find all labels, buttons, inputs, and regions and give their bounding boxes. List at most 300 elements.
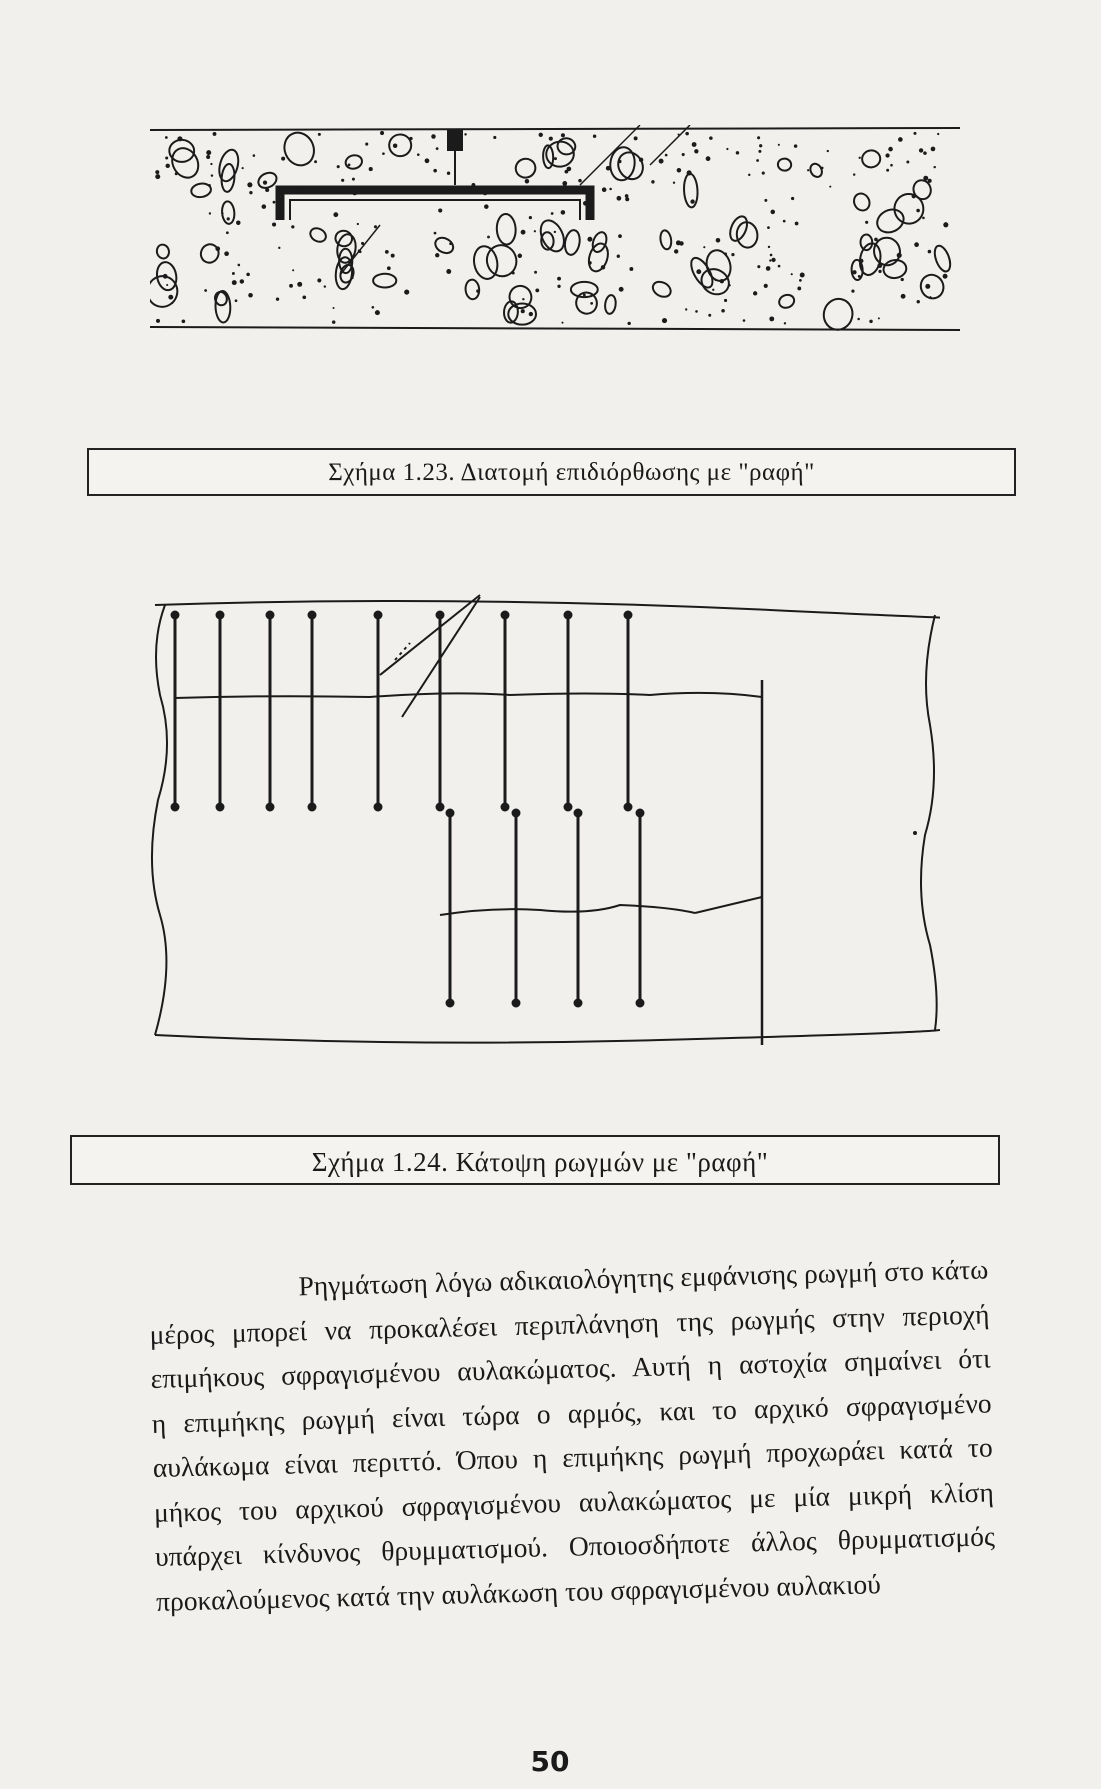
stitch-end (513, 1000, 519, 1006)
aggregate-grain (436, 147, 439, 150)
aggregate-grain (606, 249, 608, 251)
aggregate-grain (912, 194, 916, 198)
aggregate-grain (369, 167, 373, 171)
text-line: μήκος του αρχικού σφραγισμένου αυλακώματος με μία μικρή κλίση (153, 1475, 995, 1528)
aggregate-grain (247, 182, 252, 187)
figure-caption: Σχήμα 1.23. Διατομή επιδιόρθωσης με "ραφή" (328, 459, 815, 486)
aggregate-grain (213, 132, 217, 136)
aggregate-grain (333, 307, 335, 309)
aggregate-grain (518, 254, 522, 258)
aggregate-grain (534, 271, 537, 274)
aggregate-grain (753, 291, 757, 295)
aggregate-grain (676, 240, 681, 245)
aggregate-grain (888, 147, 893, 152)
aggregate-grain (743, 319, 746, 322)
aggregate-grain (756, 159, 759, 162)
aggregate-grain (583, 201, 588, 206)
aggregate-grain (794, 144, 797, 147)
aggregate-grain (885, 153, 889, 157)
aggregate-grain (204, 289, 207, 292)
aggregate-grain (757, 136, 760, 139)
aggregate-grain (771, 258, 775, 262)
aggregate-grain (587, 237, 592, 242)
stitch-end (447, 810, 453, 816)
aggregate-grain (767, 226, 770, 229)
aggregate-grain (165, 136, 168, 139)
aggregate-grain (521, 230, 526, 235)
aggregate-grain (333, 212, 338, 217)
aggregate-grain (869, 320, 872, 323)
aggregate-stone (496, 214, 516, 245)
text-line: Ρηγμάτωση λόγω αδικαιολόγητης εμφάνισης ρωγμή στο κάτω (298, 1253, 989, 1302)
aggregate-stone (932, 244, 953, 274)
aggregate-grain (431, 134, 435, 138)
aggregate-grain (549, 137, 553, 141)
aggregate-grain (554, 157, 557, 160)
aggregate-grain (618, 234, 622, 238)
aggregate-grain (438, 208, 442, 212)
stitch-end (575, 1000, 581, 1006)
aggregate-grain (901, 294, 906, 299)
aggregate-grain (380, 131, 384, 135)
stitch-end (267, 804, 273, 810)
aggregate-grain (625, 194, 629, 198)
aggregate-grain (352, 178, 355, 181)
aggregate-grain (859, 157, 861, 159)
stitch-end (447, 1000, 453, 1006)
aggregate-grain (724, 299, 727, 302)
aggregate-grain (659, 159, 664, 164)
aggregate-grain (272, 222, 276, 226)
stitch-end (375, 612, 381, 618)
aggregate-grain (175, 172, 178, 175)
aggregate-stone (388, 133, 412, 157)
stitch-end (437, 612, 443, 618)
aggregate-grain (227, 217, 230, 220)
aggregate-grain (829, 186, 831, 188)
aggregate-grain (677, 168, 682, 173)
text-line: αυλάκωμα είναι περιττό. Όπου η επιμήκης ρωγμή προχωράει κατά το (152, 1431, 994, 1483)
aggregate-stone (279, 128, 319, 170)
aggregate-stone (334, 229, 354, 248)
aggregate-grain (291, 225, 294, 228)
aggregate-stone (808, 162, 824, 179)
aggregate-grain (387, 266, 391, 270)
aggregate-grain (417, 153, 420, 156)
aggregate-grain (593, 134, 596, 137)
aggregate-grain (522, 298, 524, 300)
aggregate-grain (372, 306, 375, 309)
stitch-end (172, 612, 178, 618)
aggregate-stone (604, 294, 617, 314)
aggregate-grain (382, 152, 385, 155)
aggregate-grain (249, 191, 252, 194)
aggregate-grain (215, 246, 220, 251)
aggregate-grain (224, 251, 229, 256)
aggregate-grain (901, 278, 904, 281)
aggregate-grain (694, 149, 698, 153)
aggregate-grain (226, 231, 229, 234)
aggregate-grain (851, 289, 854, 292)
aggregate-grain (769, 316, 774, 321)
aggregate-stone (514, 157, 538, 180)
aggregate-grain (625, 197, 629, 201)
aggregate-grain (784, 322, 786, 324)
aggregate-grain (758, 150, 761, 153)
stitch-end (637, 1000, 643, 1006)
aggregate-grain (917, 300, 920, 303)
aggregate-stone (777, 293, 796, 310)
aggregate-grain (483, 191, 488, 196)
aggregate-stone (586, 241, 611, 273)
aggregate-grain (208, 184, 211, 187)
aggregate-grain (529, 187, 534, 192)
aggregate-grain (685, 132, 689, 136)
stitch-end (565, 612, 571, 618)
aggregate-stone (556, 137, 576, 156)
aggregate-grain (720, 279, 724, 283)
aggregate-grain (493, 136, 496, 139)
aggregate-grain (799, 279, 802, 282)
aggregate-grain (930, 296, 932, 298)
text-line: υπάρχει κίνδυνος θρυμματισμού. Οποιοσδήποτε άλλος θρυμματισμός (154, 1520, 996, 1572)
aggregate-grain (276, 297, 279, 300)
aggregate-grain (583, 294, 586, 297)
aggregate-grain (770, 210, 775, 215)
aggregate-grain (724, 253, 727, 256)
aggregate-grain (273, 201, 276, 204)
aggregate-stone (861, 149, 881, 168)
aggregate-grain (232, 272, 235, 275)
aggregate-grain (797, 287, 801, 291)
aggregate-grain (336, 189, 339, 192)
text-line: η επιμήκης ρωγμή είναι τώρα ο αρμός, και το αρχικό σφραγισμένο (151, 1386, 992, 1439)
aggregate-grain (433, 169, 437, 173)
stitch-end (625, 804, 631, 810)
aggregate-grain (769, 259, 771, 261)
aggregate-grain (627, 322, 630, 325)
aggregate-grain (716, 238, 721, 243)
aggregate-stone (308, 226, 328, 245)
aggregate-grain (937, 133, 939, 135)
aggregate-grain (931, 147, 936, 152)
aggregate-grain (246, 273, 250, 277)
aggregate-grain (778, 265, 781, 268)
aggregate-grain (933, 166, 935, 168)
aggregate-stone (167, 144, 203, 183)
aggregate-grain (764, 199, 767, 202)
aggregate-grain (778, 144, 780, 146)
aggregate-grain (464, 133, 466, 135)
aggregate-grain (696, 269, 701, 274)
aggregate-grain (163, 274, 168, 279)
aggregate-stone (777, 158, 792, 172)
aggregate-grain (557, 277, 561, 281)
aggregate-grain (588, 261, 592, 265)
aggregate-grain (521, 309, 525, 313)
aggregate-grain (446, 269, 451, 274)
aggregate-stone (216, 148, 241, 184)
aggregate-grain (764, 284, 768, 288)
figure-caption-box (70, 1135, 1000, 1185)
aggregate-grain (484, 204, 489, 209)
aggregate-grain (925, 284, 930, 289)
aggregate-grain (317, 278, 321, 282)
aggregate-stone (650, 279, 673, 300)
stitch-end (513, 810, 519, 816)
aggregate-grain (324, 285, 326, 287)
stitch-end (172, 804, 178, 810)
aggregate-grain (853, 173, 855, 175)
aggregate-grain (166, 284, 168, 286)
aggregate-grain (712, 289, 714, 291)
aggregate-grain (898, 137, 903, 142)
aggregate-grain (281, 157, 285, 161)
aggregate-grain (449, 242, 452, 245)
aggregate-stone (659, 230, 672, 251)
aggregate-grain (235, 299, 238, 302)
aggregate-grain (673, 182, 675, 184)
aggregate-stone (590, 230, 609, 254)
aggregate-grain (791, 197, 794, 200)
aggregate-grain (708, 314, 711, 317)
aggregate-grain (943, 222, 948, 227)
aggregate-grain (590, 302, 593, 305)
aggregate-grain (551, 212, 554, 215)
aggregate-grain (529, 216, 532, 219)
aggregate-grain (561, 322, 563, 324)
aggregate-grain (795, 222, 799, 226)
stitch-end (309, 804, 315, 810)
aggregate-grain (858, 275, 861, 278)
aggregate-grain (852, 270, 856, 274)
aggregate-grain (348, 164, 351, 167)
stitch-end (502, 804, 508, 810)
aggregate-grain (375, 310, 380, 315)
aggregate-grain (878, 270, 881, 273)
aggregate-grain (238, 264, 241, 267)
aggregate-grain (617, 255, 620, 258)
aggregate-grain (561, 133, 565, 137)
aggregate-grain (886, 169, 889, 172)
aggregate-grain (726, 148, 728, 150)
aggregate-grain (539, 133, 543, 137)
aggregate-grain (757, 265, 760, 268)
aggregate-grain (857, 318, 860, 321)
aggregate-stone (373, 274, 396, 288)
aggregate-grain (651, 180, 654, 183)
aggregate-grain (278, 247, 280, 249)
aggregate-grain (232, 280, 237, 285)
aggregate-grain (177, 136, 182, 141)
stitch-end (575, 810, 581, 816)
aggregate-grain (253, 154, 256, 157)
aggregate-grain (529, 312, 533, 316)
aggregate-grain (768, 246, 770, 248)
aggregate-grain (618, 160, 622, 164)
aggregate-grain (662, 318, 667, 323)
aggregate-grain (665, 154, 668, 157)
aggregate-grain (391, 254, 395, 258)
aggregate-grain (557, 285, 560, 288)
aggregate-grain (165, 156, 168, 159)
stitch-end (437, 804, 443, 810)
aggregate-grain (821, 167, 824, 170)
aggregate-grain (562, 181, 567, 186)
aggregate-stone (820, 296, 856, 333)
aggregate-grain (709, 136, 713, 140)
aggregate-grain (265, 188, 269, 192)
aggregate-grain (865, 221, 868, 224)
aggregate-grain (685, 308, 687, 310)
figure-caption: Σχήμα 1.24. Κάτοψη ρωγμών με "ραφή" (311, 1147, 769, 1177)
aggregate-grain (165, 164, 169, 168)
aggregate-grain (943, 274, 948, 279)
aggregate-stone (344, 153, 363, 170)
aggregate-grain (351, 277, 353, 279)
aggregate-grain (357, 223, 359, 225)
aggregate-grain (561, 210, 566, 215)
aggregate-stone (860, 234, 872, 250)
aggregate-grain (906, 160, 909, 163)
aggregate-grain (914, 242, 919, 247)
aggregate-stone (851, 191, 872, 213)
aggregate-stone (156, 243, 171, 259)
text-line: μέρος μπορεί να προκαλέσει περιπλάνηση της ρωγμής στην περιοχή (149, 1297, 990, 1350)
aggregate-grain (706, 156, 711, 161)
aggregate-grain (578, 179, 582, 183)
cross-section-figure (150, 125, 960, 390)
aggregate-grain (447, 172, 450, 175)
aggregate-stone (215, 291, 231, 323)
aggregate-stone (563, 229, 581, 256)
aggregate-grain (859, 259, 863, 263)
aggregate-grain (928, 179, 932, 183)
aggregate-grain (913, 132, 916, 135)
aggregate-grain (687, 170, 692, 175)
stitch-end (267, 612, 273, 618)
aggregate-grain (487, 236, 490, 239)
aggregate-grain (236, 221, 240, 225)
aggregate-stone (433, 235, 456, 256)
aggregate-grain (306, 192, 308, 194)
aggregate-grain (171, 302, 173, 304)
aggregate-stone (703, 247, 734, 283)
text-line: προκαλούμενος κατά την αυλάκωση του σφραγισμένου αυλακιού (155, 1567, 882, 1617)
aggregate-grain (155, 170, 159, 174)
aggregate-grain (155, 174, 160, 179)
aggregate-grain (878, 317, 880, 319)
aggregate-grain (182, 319, 186, 323)
aggregate-grain (302, 295, 306, 299)
aggregate-grain (922, 217, 925, 220)
aggregate-grain (923, 176, 928, 181)
aggregate-grain (874, 238, 878, 242)
stitch-end (502, 612, 508, 618)
aggregate-grain (434, 232, 437, 235)
aggregate-grain (729, 284, 731, 286)
aggregate-grain (211, 174, 213, 176)
aggregate-grain (791, 273, 793, 275)
aggregate-grain (292, 269, 294, 271)
aggregate-grain (748, 174, 750, 176)
aggregate-grain (800, 273, 805, 278)
aggregate-stone (697, 264, 733, 299)
aggregate-grain (365, 143, 368, 146)
aggregate-grain (341, 179, 344, 182)
aggregate-grain (297, 282, 302, 287)
aggregate-grain (352, 190, 357, 195)
aggregate-grain (263, 180, 267, 184)
aggregate-grain (404, 290, 409, 295)
aggregate-grain (759, 144, 762, 147)
aggregate-grain (393, 143, 397, 147)
aggregate-grain (877, 263, 882, 268)
aggregate-grain (242, 167, 244, 169)
aggregate-grain (471, 183, 475, 187)
aggregate-grain (374, 225, 377, 228)
aggregate-grain (601, 265, 605, 269)
aggregate-grain (721, 309, 725, 313)
aggregate-grain (682, 153, 685, 156)
stitch-end (217, 804, 223, 810)
aggregate-grain (897, 253, 902, 258)
aggregate-grain (639, 158, 643, 162)
aggregate-grain (525, 179, 530, 184)
stitch-end (625, 612, 631, 618)
aggregate-grain (535, 288, 539, 292)
aggregate-grain (168, 295, 173, 300)
aggregate-grain (807, 169, 809, 171)
aggregate-grain (337, 165, 340, 168)
aggregate-grain (827, 150, 829, 152)
aggregate-grain (609, 167, 611, 169)
aggregate-grain (602, 187, 607, 192)
aggregate-grain (512, 272, 515, 275)
aggregate-grain (736, 151, 739, 154)
aggregate-grain (703, 246, 705, 248)
aggregate-grain (923, 151, 927, 155)
text-line: επιμήκους σφραγισμένου αυλακώματος. Αυτή η αστοχία σημαίνει ότι (150, 1342, 991, 1394)
aggregate-grain (544, 186, 546, 188)
aggregate-grain (409, 137, 412, 140)
aggregate-grain (609, 188, 611, 190)
aggregate-grain (554, 231, 556, 233)
aggregate-grain (156, 319, 160, 323)
stitch-end (637, 810, 643, 816)
aggregate-grain (695, 310, 698, 313)
figure-caption-box (87, 448, 1016, 496)
aggregate-grain (731, 253, 734, 256)
aggregate-grain (210, 163, 212, 165)
aggregate-grain (715, 279, 717, 281)
aggregate-grain (919, 148, 923, 152)
aggregate-grain (629, 267, 633, 271)
stitch-end (375, 804, 381, 810)
aggregate-grain (209, 212, 211, 214)
stitch-end (565, 804, 571, 810)
aggregate-grain (332, 320, 335, 323)
aggregate-grain (314, 160, 317, 163)
aggregate-grain (222, 212, 224, 214)
aggregate-grain (248, 293, 253, 298)
stitch-end (217, 612, 223, 618)
aggregate-grain (634, 136, 638, 140)
aggregate-grain (762, 172, 765, 175)
aggregate-grain (299, 187, 304, 192)
aggregate-grain (916, 209, 920, 213)
aggregate-grain (435, 253, 439, 257)
